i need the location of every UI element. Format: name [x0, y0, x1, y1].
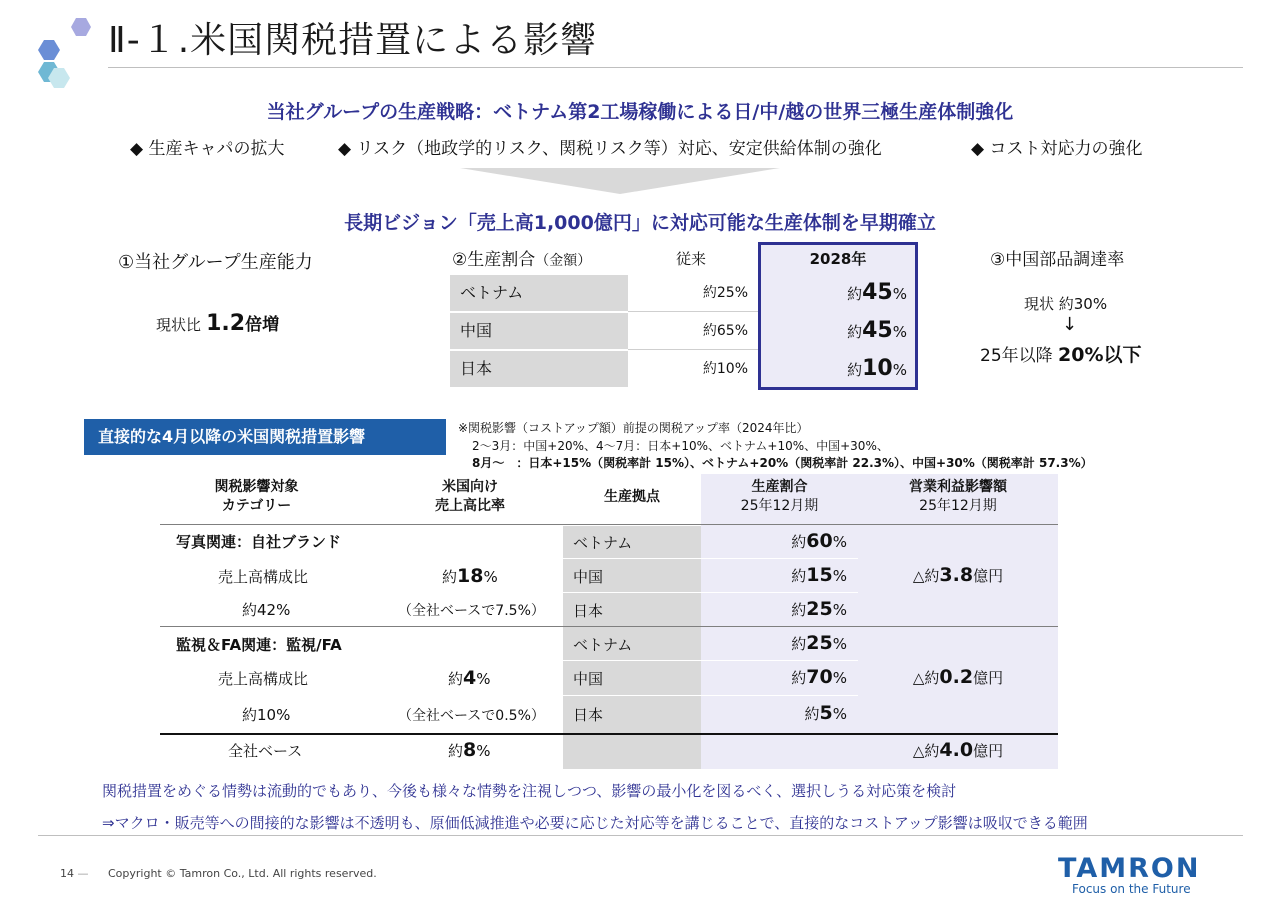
ratio-row-old: 約65%	[702, 323, 748, 339]
target-label: 25年以降	[980, 346, 1053, 366]
sales-label: 売上高構成比	[218, 568, 309, 586]
china-parts-current: 現状 約30%	[1024, 295, 1108, 313]
page-title: Ⅱ-１.米国関税措置による影響	[108, 20, 598, 61]
ratio-row-old: 約25%	[702, 285, 748, 301]
ratio-header-old: 従来	[676, 250, 707, 268]
us-ratio-note: （全社ベースで0.5%）	[398, 708, 545, 724]
sales-value: 約10%	[242, 706, 291, 724]
page-number: 14 —	[60, 867, 89, 880]
row-divider	[563, 558, 858, 559]
total-divider	[160, 733, 1058, 735]
capacity-unit: 倍増	[245, 315, 280, 335]
header-category: 関税影響対象 カテゴリー	[214, 479, 299, 514]
capacity-label: 現状比	[156, 316, 202, 334]
header-impact: 営業利益影響額 25年12月期	[909, 479, 1007, 514]
footer-note-2: ⇒マクロ・販売等への間接的な影響は不透明も、原価低減推進や必要に応じた対応等を講じることで、直接的なコストアップ影響は吸収できる範囲	[102, 814, 1088, 832]
group-name-surveillance: 監視＆FA関連：監視/FA	[176, 636, 342, 654]
sales-label: 売上高構成比	[218, 670, 309, 688]
row-divider	[628, 311, 758, 312]
ratio-title	[452, 245, 591, 270]
ratio-row-china	[450, 313, 916, 350]
ratio-row-name: 中国	[450, 313, 628, 349]
total-us-ratio: 約8%	[448, 739, 491, 761]
ratio-title-text: ②生産割合	[452, 250, 536, 270]
prod-ratio-column-bg	[701, 474, 858, 769]
total-impact: △約4.0億円	[912, 739, 1004, 761]
header-divider	[160, 524, 1058, 525]
footer-note-1: 関税措置をめぐる情勢は流動的でもあり、今後も様々な情勢を注視しつつ、影響の最小化を図るべく、選択しうる対応策を検討	[102, 782, 957, 800]
base-ratio: 約25%	[791, 598, 847, 620]
hexagon-logo-icon	[30, 12, 100, 92]
footer-divider	[38, 835, 1243, 836]
bullet-capacity: ◆ 生産キャパの拡大	[130, 139, 285, 159]
tariff-note-1: ※関税影響（コストアップ額）前提の関税アップ率（2024年比）	[458, 421, 809, 435]
ratio-row-new: 約45%	[847, 318, 907, 343]
us-ratio-value: 約4%	[448, 667, 491, 689]
impact-column-bg	[858, 474, 1058, 769]
base-ratio: 約25%	[791, 632, 847, 654]
base-name: 中国	[573, 568, 604, 586]
bullet-risk: ◆ リスク（地政学的リスク、関税リスク等）対応、安定供給体制の強化	[338, 139, 882, 159]
base-ratio: 約70%	[791, 666, 847, 688]
capacity-value	[156, 310, 279, 336]
impact-value: △約3.8億円	[912, 564, 1004, 586]
base-name: ベトナム	[573, 534, 633, 552]
strategy-heading: 当社グループの生産戦略：ベトナム第2工場稼働による日/中/越の世界三極生産体制強化	[266, 101, 1014, 123]
capacity-number: 1.2	[206, 311, 246, 336]
china-parts-target	[980, 340, 1142, 367]
total-label: 全社ベース	[228, 742, 303, 760]
tariff-banner: 直接的な4月以降の米国関税措置影響	[84, 419, 446, 455]
copyright: Copyright © Tamron Co., Ltd. All rights reserved.	[108, 867, 377, 880]
down-arrow-glyph: ↓	[1062, 314, 1078, 335]
header-base: 生産拠点	[604, 489, 660, 505]
china-parts-title: ③中国部品調達率	[990, 250, 1125, 270]
ratio-row-old: 約10%	[702, 361, 748, 377]
ratio-row-new: 約45%	[847, 280, 907, 305]
tamron-logo: TAMRON	[1058, 853, 1201, 884]
group-divider	[160, 626, 1058, 627]
ratio-row-vietnam	[450, 275, 916, 312]
tariff-note-3: 8月～ ：日本+15%（関税率計 15%）、ベトナム+20%（関税率計 22.3%）、中国+30%（関税率計 57.3%）	[472, 456, 1093, 470]
us-ratio-note: （全社ベースで7.5%）	[398, 603, 545, 619]
us-ratio-value: 約18%	[442, 565, 498, 587]
base-ratio: 約5%	[804, 702, 847, 724]
group-name-photo: 写真関連：自社ブランド	[176, 533, 342, 551]
header-us-ratio: 米国向け 売上高比率	[435, 479, 505, 514]
base-name: 中国	[573, 670, 604, 688]
base-name: 日本	[573, 706, 604, 724]
row-divider	[563, 592, 858, 593]
ratio-row-name: ベトナム	[450, 275, 628, 311]
ratio-row-new: 約10%	[847, 356, 907, 381]
tamron-tagline: Focus on the Future	[1072, 882, 1191, 896]
capacity-title: ①当社グループ生産能力	[118, 252, 313, 273]
tariff-note-2: 2～3月：中国+20%、4～7月：日本+10%、ベトナム+10%、中国+30%、	[472, 439, 889, 453]
base-name: ベトナム	[573, 636, 633, 654]
row-divider	[563, 695, 858, 696]
title-divider	[108, 67, 1243, 68]
row-divider	[628, 349, 758, 350]
down-arrow-icon	[460, 168, 780, 194]
impact-value: △約0.2億円	[912, 666, 1004, 688]
base-ratio: 約15%	[791, 564, 847, 586]
bullet-cost: ◆ コスト対応力の強化	[971, 139, 1143, 159]
base-ratio: 約60%	[791, 530, 847, 552]
ratio-row-name: 日本	[450, 351, 628, 387]
ratio-title-note: （金額）	[535, 253, 592, 269]
header-prod-ratio: 生産割合 25年12月期	[740, 479, 819, 514]
row-divider	[563, 660, 858, 661]
target-value: 20%以下	[1058, 344, 1142, 366]
sales-value: 約42%	[242, 601, 291, 619]
vision-heading: 長期ビジョン「売上高1,000億円」に対応可能な生産体制を早期確立	[344, 212, 936, 234]
ratio-row-japan	[450, 351, 916, 388]
base-name: 日本	[573, 602, 604, 620]
ratio-header-2028: 2028年	[809, 250, 867, 268]
